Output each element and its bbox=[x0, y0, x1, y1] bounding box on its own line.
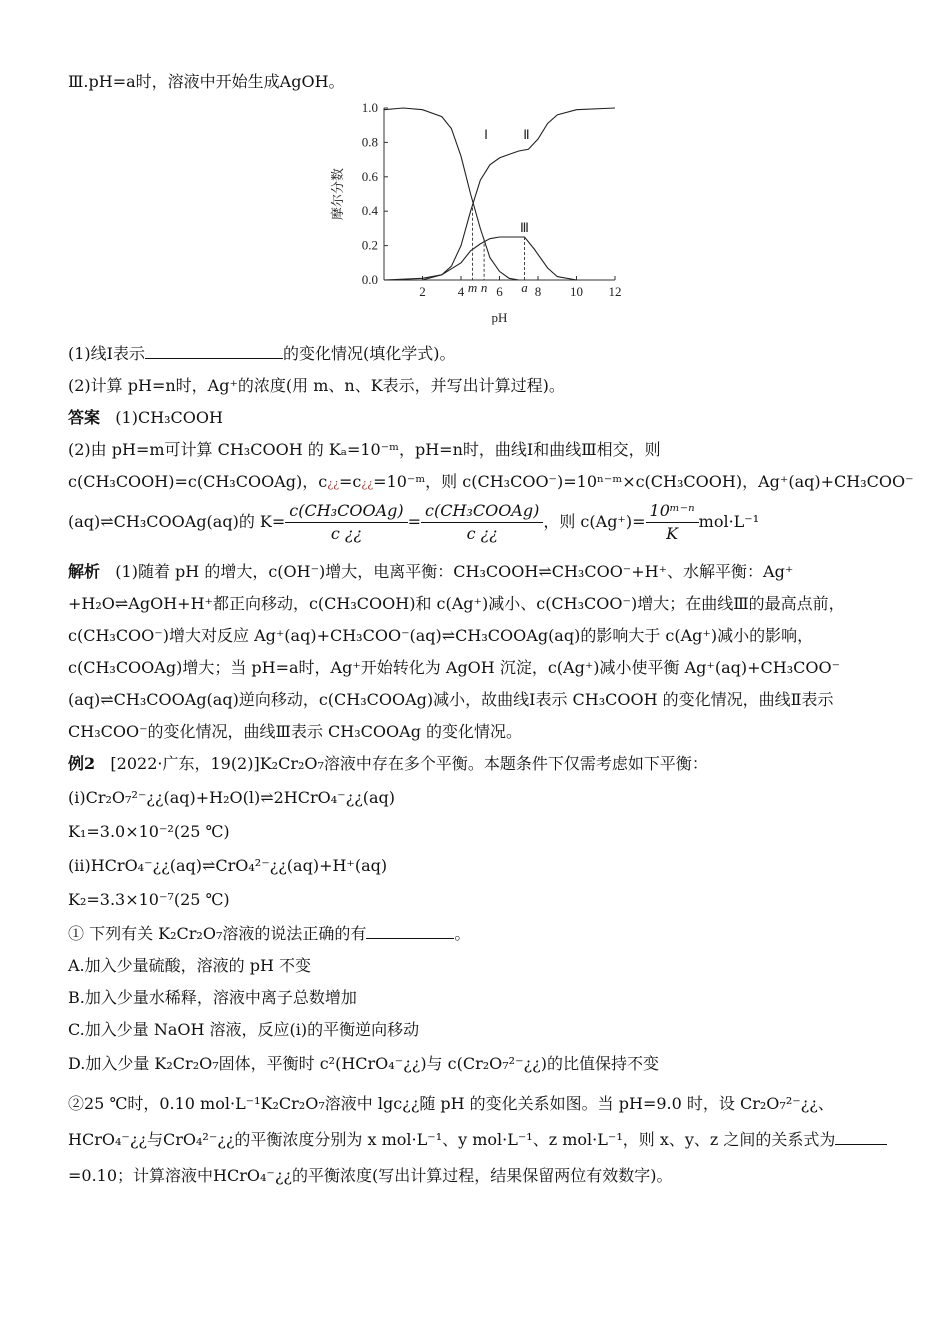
answer-blank-3[interactable] bbox=[835, 1130, 887, 1145]
answer-label: 答案 bbox=[68, 408, 101, 427]
question-1-tail: 的变化情况(填化学式)。 bbox=[283, 344, 456, 363]
answer-blank-1[interactable] bbox=[145, 344, 283, 359]
example-2-heading bbox=[68, 754, 708, 774]
fraction-ag bbox=[646, 500, 699, 545]
answer-2-k-text: (aq)⇌CH₃COOAg(aq)的 K= bbox=[68, 512, 286, 531]
analysis-line-5: (aq)⇌CH₃COOAg(aq)逆向移动，c(CH₃COOAg)减小，故曲线Ⅰ表示 CH₃COOH 的变化情况，曲线Ⅱ表示 bbox=[68, 690, 834, 709]
unit-text: mol·L⁻¹ bbox=[698, 512, 760, 531]
question-2: (2)计算 pH=n时，Ag⁺的浓度(用 m、n、K表示，并写出计算过程)。 bbox=[68, 376, 565, 395]
question-1-text: (1)线Ⅰ表示 bbox=[68, 344, 145, 363]
answer-row bbox=[68, 408, 223, 428]
series-label: Ⅱ bbox=[523, 126, 530, 142]
answer-1: (1)CH₃COOH bbox=[115, 408, 223, 427]
option-c: C.加入少量 NaOH 溶液，反应(ⅰ)的平衡逆向移动 bbox=[68, 1020, 420, 1039]
analysis-line-1 bbox=[68, 562, 793, 582]
section-iii-text: Ⅲ.pH=a时，溶液中开始生成AgOH。 bbox=[68, 72, 345, 91]
answer-2-text-c: =10⁻ᵐ，则 c(CH₃COO⁻)=10ⁿ⁻ᵐ×c(CH₃COOH)，Ag⁺(aq)+CH₃COO⁻ bbox=[373, 472, 914, 491]
x-tick-label: 2 bbox=[419, 284, 426, 299]
option-d: D.加入少量 K₂Cr₂O₇固体，平衡时 c²(HCrO₄⁻¿¿)与 c(Cr₂O₇²⁻¿¿)的比值保持不变 bbox=[68, 1054, 659, 1073]
fraction-numerator: c(CH₃COOAg) bbox=[421, 500, 543, 523]
sub-question-2-text: HCrO₄⁻¿¿与CrO₄²⁻¿¿的平衡浓度分别为 x mol·L⁻¹、y mol·L⁻¹、z mol·L⁻¹，则 x、y、z 之间的关系式为 bbox=[68, 1130, 836, 1149]
equals-sign: = bbox=[407, 512, 422, 531]
option-b: B.加入少量水稀释，溶液中离子总数增加 bbox=[68, 988, 357, 1007]
option-a: A.加入少量硫酸，溶液的 pH 不变 bbox=[68, 956, 312, 975]
series-line-1 bbox=[384, 108, 519, 280]
mole-fraction-chart bbox=[320, 92, 640, 332]
answer-2-text-a: c(CH₃COOH)=c(CH₃COOAg)，c bbox=[68, 472, 328, 491]
sub-question-1-tail: 。 bbox=[454, 924, 471, 943]
answer-2-line-3 bbox=[68, 500, 759, 545]
x-axis-label: pH bbox=[491, 310, 508, 325]
marker-label: n bbox=[480, 280, 488, 295]
sub-question-2-line-1: ②25 ℃时，0.10 mol·L⁻¹K₂Cr₂O₇溶液中 lgc¿¿随 pH 的变化关系如图。当 pH=9.0 时，设 Cr₂O₇²⁻¿¿、 bbox=[68, 1094, 834, 1113]
series-line-3 bbox=[384, 237, 577, 280]
x-tick-label: 8 bbox=[534, 284, 542, 299]
answer-2-ag-text: ，则 c(Ag⁺)= bbox=[543, 512, 646, 531]
sub-question-2-line-3: =0.10；计算溶液中HCrO₄⁻¿¿的平衡浓度(写出计算过程，结果保留两位有效数字)。 bbox=[68, 1166, 673, 1185]
sub-question-2-line-2 bbox=[68, 1130, 887, 1150]
analysis-text-1: (1)随着 pH 的增大，c(OH⁻)增大，电离平衡：CH₃COOH⇌CH₃COO⁻+H⁺、水解平衡：Ag⁺ bbox=[115, 562, 794, 581]
k1-value: K₁=3.0×10⁻²(25 ℃) bbox=[68, 822, 230, 841]
y-tick-label: 1.0 bbox=[361, 100, 378, 115]
y-tick-label: 0.4 bbox=[361, 203, 378, 219]
x-tick-label: 12 bbox=[608, 284, 622, 299]
analysis-line-2: +H₂O⇌AgOH+H⁺都正向移动，c(CH₃COOH)和 c(Ag⁺)减小、c(CH₃COO⁻)增大；在曲线Ⅲ的最高点前， bbox=[68, 594, 845, 613]
answer-blank-2[interactable] bbox=[366, 924, 454, 939]
fraction-k-1 bbox=[285, 500, 407, 545]
fraction-denominator: c ¿¿ bbox=[330, 524, 363, 543]
fraction-numerator: 10ᵐ⁻ⁿ bbox=[646, 500, 699, 523]
analysis-line-4: c(CH₃COOAg)增大；当 pH=a时，Ag⁺开始转化为 AgOH 沉淀，c(Ag⁺)减小使平衡 Ag⁺(aq)+CH₃COO⁻ bbox=[68, 658, 841, 677]
x-tick-label: 4 bbox=[457, 284, 465, 299]
answer-2-line-1: (2)由 pH=m可计算 CH₃COOH 的 Kₐ=10⁻ᵐ，pH=n时，曲线Ⅰ和曲线Ⅲ相交，则 bbox=[68, 440, 661, 459]
series-line-2 bbox=[384, 108, 615, 280]
y-tick-label: 0.8 bbox=[361, 134, 378, 150]
analysis-line-3: c(CH₃COO⁻)增大对反应 Ag⁺(aq)+CH₃COO⁻(aq)⇌CH₃COOAg(aq)的影响大于 c(Ag⁺)减小的影响， bbox=[68, 626, 814, 645]
x-tick-label: 10 bbox=[570, 284, 583, 299]
y-tick-label: 0.6 bbox=[361, 168, 378, 184]
sub-question-1 bbox=[68, 924, 470, 944]
fraction-numerator: c(CH₃COOAg) bbox=[285, 500, 407, 523]
broken-glyph: ¿¿ bbox=[327, 477, 339, 490]
example-text: [2022·广东，19(2)]K₂Cr₂O₇溶液中存在多个平衡。本题条件下仅需考虑如下平衡： bbox=[110, 754, 708, 773]
analysis-label: 解析 bbox=[68, 562, 101, 581]
fraction-denominator: c ¿¿ bbox=[466, 524, 498, 543]
k2-value: K₂=3.3×10⁻⁷(25 ℃) bbox=[68, 890, 230, 909]
series-label: Ⅲ bbox=[520, 219, 530, 235]
sub-question-1-text: ① 下列有关 K₂Cr₂O₇溶液的说法正确的有 bbox=[68, 924, 367, 943]
series-label: Ⅰ bbox=[484, 126, 488, 142]
y-tick-label: 0.0 bbox=[361, 272, 378, 287]
marker-label: a bbox=[521, 280, 528, 295]
equilibrium-2: (ⅱ)HCrO₄⁻¿¿(aq)⇌CrO₄²⁻¿¿(aq)+H⁺(aq) bbox=[68, 856, 388, 875]
analysis-line-6: CH₃COO⁻的变化情况，曲线Ⅲ表示 CH₃COOAg 的变化情况。 bbox=[68, 722, 523, 741]
answer-2-line-2 bbox=[68, 472, 914, 494]
y-axis-label: 摩尔分数 bbox=[330, 167, 345, 221]
answer-2-text-b: =c bbox=[338, 472, 362, 491]
chart-axes bbox=[362, 100, 622, 299]
chart-curves bbox=[384, 108, 615, 280]
example-label: 例2 bbox=[68, 754, 96, 773]
broken-glyph: ¿¿ bbox=[361, 477, 374, 490]
y-tick-label: 0.2 bbox=[361, 237, 378, 253]
question-1 bbox=[68, 344, 456, 364]
marker-label: m bbox=[467, 280, 478, 295]
fraction-k-2 bbox=[421, 500, 543, 545]
fraction-denominator: K bbox=[666, 524, 679, 543]
equilibrium-1: (ⅰ)Cr₂O₇²⁻¿¿(aq)+H₂O(l)⇌2HCrO₄⁻¿¿(aq) bbox=[68, 788, 396, 807]
x-tick-label: 6 bbox=[496, 284, 503, 299]
